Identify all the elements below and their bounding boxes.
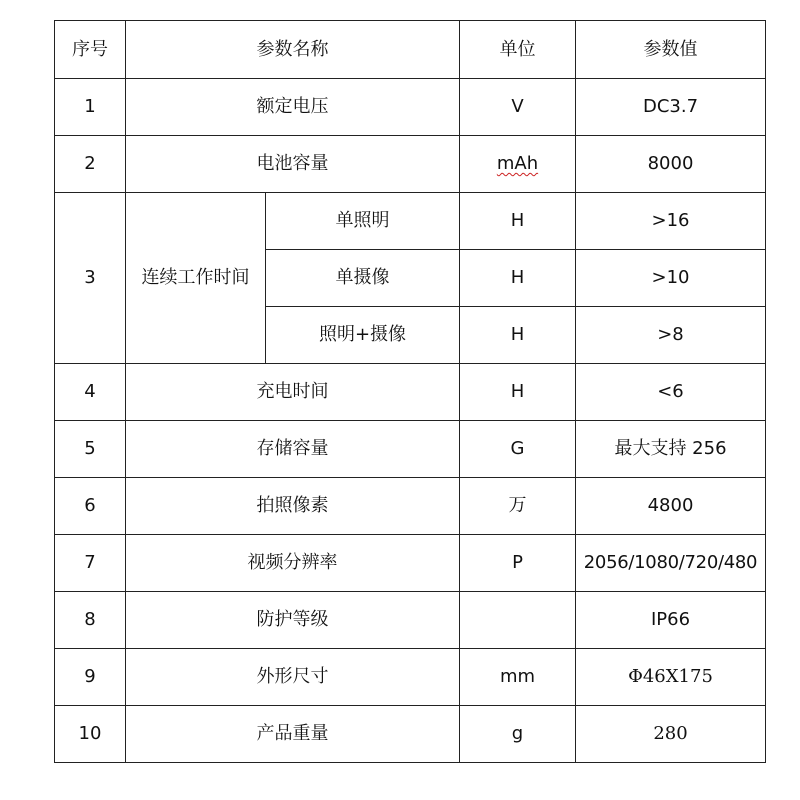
row-value: Φ46X175 bbox=[576, 649, 766, 706]
row-value: <6 bbox=[576, 364, 766, 421]
row-value: 4800 bbox=[576, 478, 766, 535]
row-unit: G bbox=[460, 421, 576, 478]
table-row bbox=[55, 421, 766, 478]
row-unit: 万 bbox=[460, 478, 576, 535]
row-index: 2 bbox=[55, 136, 126, 193]
row-index: 9 bbox=[55, 649, 126, 706]
row-value: IP66 bbox=[576, 592, 766, 649]
table-row bbox=[55, 706, 766, 763]
row-unit bbox=[460, 592, 576, 649]
subrow-name: 单照明 bbox=[266, 193, 460, 250]
row-value: 8000 bbox=[576, 136, 766, 193]
subrow-name: 单摄像 bbox=[266, 250, 460, 307]
row-index: 4 bbox=[55, 364, 126, 421]
row-name: 拍照像素 bbox=[126, 478, 460, 535]
row-index: 5 bbox=[55, 421, 126, 478]
table-row bbox=[55, 193, 766, 250]
row-group-name: 连续工作时间 bbox=[126, 193, 266, 364]
subrow-value: >16 bbox=[576, 193, 766, 250]
table-header-row bbox=[55, 21, 766, 79]
row-value: 280 bbox=[576, 706, 766, 763]
row-unit bbox=[460, 136, 576, 193]
row-value: 最大支持 256 bbox=[576, 421, 766, 478]
row-unit: H bbox=[460, 364, 576, 421]
table-row bbox=[55, 478, 766, 535]
subrow-unit: H bbox=[460, 193, 576, 250]
row-name: 额定电压 bbox=[126, 79, 460, 136]
table-row bbox=[55, 79, 766, 136]
row-unit: g bbox=[460, 706, 576, 763]
table-row bbox=[55, 535, 766, 592]
row-index: 1 bbox=[55, 79, 126, 136]
row-unit: P bbox=[460, 535, 576, 592]
subrow-value: >10 bbox=[576, 250, 766, 307]
row-index: 10 bbox=[55, 706, 126, 763]
row-name: 存储容量 bbox=[126, 421, 460, 478]
row-name: 防护等级 bbox=[126, 592, 460, 649]
row-name: 外形尺寸 bbox=[126, 649, 460, 706]
spec-table bbox=[54, 20, 766, 763]
row-unit: V bbox=[460, 79, 576, 136]
row-index: 8 bbox=[55, 592, 126, 649]
subrow-name: 照明+摄像 bbox=[266, 307, 460, 364]
row-value: 2056/1080/720/480 bbox=[576, 535, 766, 592]
row-index: 3 bbox=[55, 193, 126, 364]
subrow-unit: H bbox=[460, 250, 576, 307]
row-index: 7 bbox=[55, 535, 126, 592]
row-unit: mm bbox=[460, 649, 576, 706]
row-name: 电池容量 bbox=[126, 136, 460, 193]
table-row bbox=[55, 592, 766, 649]
header-param-value: 参数值 bbox=[576, 21, 766, 79]
row-value: DC3.7 bbox=[576, 79, 766, 136]
unit-text: mAh bbox=[496, 153, 539, 175]
table-row bbox=[55, 649, 766, 706]
row-name: 视频分辨率 bbox=[126, 535, 460, 592]
row-name: 充电时间 bbox=[126, 364, 460, 421]
subrow-unit: H bbox=[460, 307, 576, 364]
row-name: 产品重量 bbox=[126, 706, 460, 763]
row-index: 6 bbox=[55, 478, 126, 535]
header-param-name: 参数名称 bbox=[126, 21, 460, 79]
header-unit: 单位 bbox=[460, 21, 576, 79]
table-row bbox=[55, 364, 766, 421]
table-row bbox=[55, 136, 766, 193]
header-index: 序号 bbox=[55, 21, 126, 79]
subrow-value: >8 bbox=[576, 307, 766, 364]
